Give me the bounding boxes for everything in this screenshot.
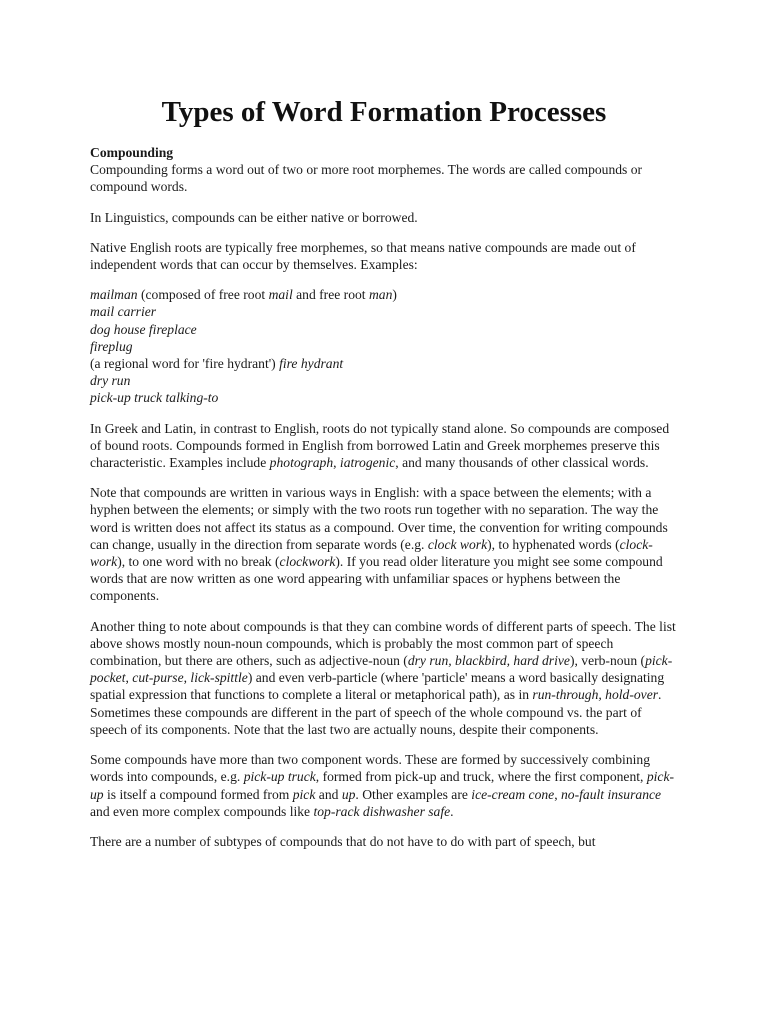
text-run: ), to hyphenated words ( [487, 536, 620, 552]
example-word: clock-work [90, 536, 653, 570]
example-word: no-fault insurance [561, 786, 662, 802]
text-run: , [554, 786, 561, 802]
example-item [90, 338, 682, 355]
text-run: , and many thousands of other classical words. [395, 455, 649, 471]
text-run: ), verb-noun ( [569, 653, 646, 669]
text-run: , [125, 670, 133, 686]
example-word: mail [268, 287, 293, 303]
document-body [90, 144, 682, 863]
example-word: clock work [427, 536, 488, 552]
example-word: fire hydrant [279, 356, 344, 372]
example-word: dog house fireplace [90, 321, 197, 337]
example-word: ice-cream cone [471, 786, 555, 802]
example-note: (a regional word for 'fire hydrant') [90, 356, 280, 372]
paragraph: In Linguistics, compounds can be either native or borrowed. [90, 209, 418, 225]
example-item [90, 303, 682, 320]
text-run: and even more complex compounds like [90, 803, 314, 819]
example-word: lick-spittle [190, 670, 248, 686]
paragraph-multi-component [90, 751, 682, 820]
paragraph-subtypes: There are a number of subtypes of compounds that do not have to do with part of speech, but [90, 833, 596, 849]
text-run: ), to one word with no break ( [117, 554, 280, 570]
section-heading: Compounding [90, 145, 174, 160]
text-run: Another thing to note about compounds is that they can combine words of different parts of speech. The list above shows mostly noun-noun compounds, which is probably the most common part of speech combination, but there are others, such as adjective-noun ( [90, 618, 676, 669]
example-word: fireplug [90, 338, 133, 354]
example-word: dry run, blackbird, hard drive [407, 653, 570, 669]
text-run: Note that compounds are written in various ways in English: with a space between the elements; with a hyphen between the elements; or simply with the two roots run together with no separation. The way the word is written does not affect its status as a compound. Over time, the convention for writing compounds can change, usually in the direction from separate words (e.g. [90, 485, 668, 552]
example-word: mailman [90, 287, 138, 303]
text-run: , [183, 670, 191, 686]
text-run: and [315, 786, 342, 802]
text-run: ) and even verb-particle (where 'particle' means a word basically designating spatial expression that functions to complete a literal or metaphorical path), as in [90, 670, 665, 703]
example-item [90, 355, 682, 372]
example-word: cut-purse [132, 670, 184, 686]
text-run: is itself a compound formed from [103, 786, 293, 802]
example-item [90, 389, 682, 406]
example-word: photograph [269, 455, 334, 471]
example-item [90, 286, 682, 303]
example-word: iatrogenic [339, 455, 396, 471]
text-run: In Greek and Latin, in contrast to English, roots do not typically stand alone. So compounds are composed of bound roots. Compounds formed in English from borrowed Latin and Greek morphemes preserve this characteristic. Examples include [90, 420, 670, 471]
text-run: ). If you read older literature you might see some compound words that are now written as one word appearing with unfamiliar spaces or hyphens between the components. [90, 554, 663, 604]
paragraph-parts-of-speech [90, 618, 682, 738]
text-run: , formed from pick-up and truck, where the first component, [315, 769, 647, 785]
text-run: Some compounds have more than two component words. These are formed by successively combining words into compounds, e.g. [90, 752, 650, 785]
example-word: pick-up [90, 769, 675, 802]
paragraph-greek-latin [90, 420, 682, 472]
examples-list [90, 286, 682, 406]
example-word: man [368, 287, 393, 303]
example-word: top-rack dishwasher safe [313, 803, 451, 819]
example-word: pick-up truck talking-to [90, 390, 219, 406]
example-note: and free root [292, 287, 369, 303]
example-word: run-through, hold-over [532, 687, 659, 703]
paragraph-text: Compounding forms a word out of two or more root morphemes. The words are called compounds or compound words. [90, 162, 643, 195]
example-word: up [341, 786, 356, 802]
text-run: . Sometimes these compounds are different in the part of speech of the whole compound vs. the part of speech of its components. Note that the last two are actually nouns, despite their components. [90, 687, 662, 737]
paragraph-intro [90, 144, 682, 196]
example-word: mail carrier [90, 304, 157, 320]
example-word: pick-up truck [243, 769, 316, 785]
example-word: pick [292, 786, 316, 802]
example-item [90, 321, 682, 338]
paragraph-writing [90, 484, 682, 604]
paragraph: Native English roots are typically free morphemes, so that means native compounds are made out of independent words that can occur by themselves. Examples: [90, 239, 636, 273]
example-note: (composed of free root [137, 287, 269, 303]
example-word: dry run [90, 373, 131, 389]
text-run: , [333, 455, 340, 471]
example-word: pick-pocket [90, 653, 673, 686]
example-word: clockwork [279, 554, 336, 570]
text-run: . Other examples are [355, 786, 472, 802]
example-note: ) [392, 287, 397, 303]
example-item [90, 372, 682, 389]
page-title: Types of Word Formation Processes [161, 96, 607, 128]
text-run: . [450, 803, 454, 819]
